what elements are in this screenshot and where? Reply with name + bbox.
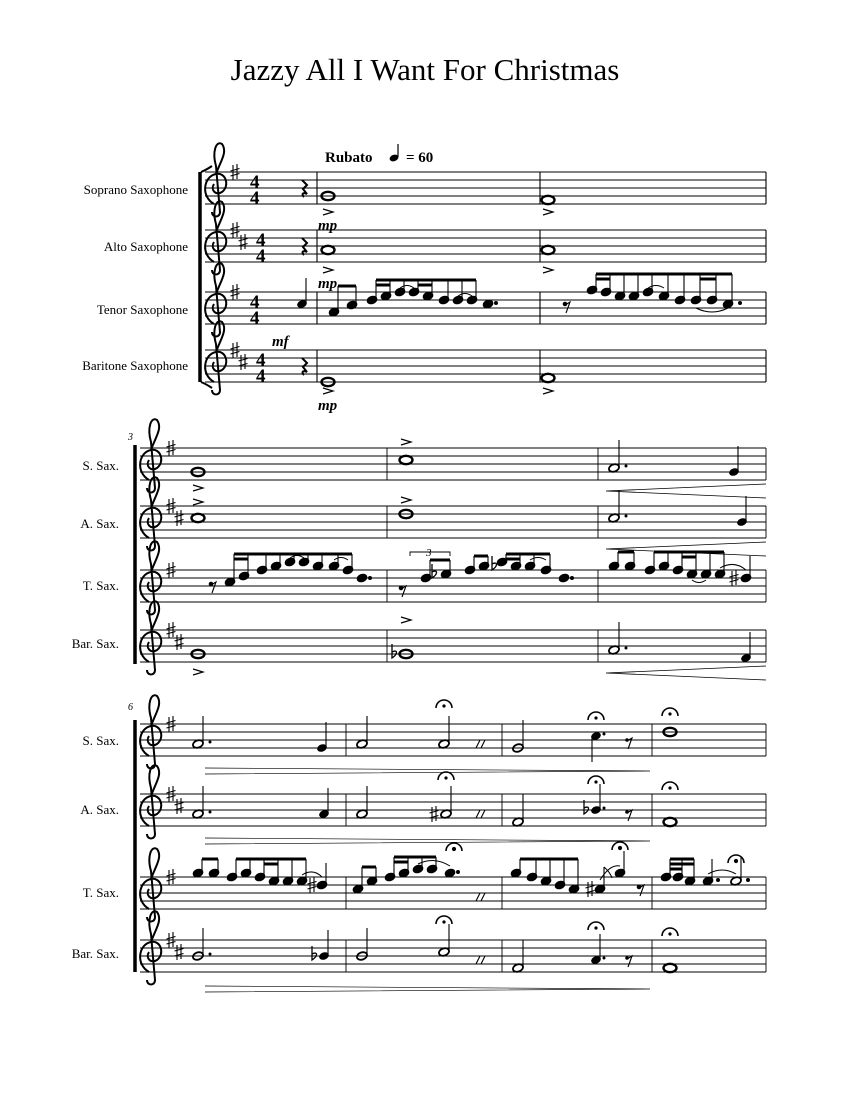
hairpin-crescendo <box>606 666 766 680</box>
accent-icon <box>323 388 333 394</box>
barlines <box>317 172 766 382</box>
fermata-icon <box>438 772 454 780</box>
staff-label-baritone: Baritone Saxophone <box>82 358 188 373</box>
tenor-melody-m5 <box>608 552 752 586</box>
staff-label-soprano: S. Sax. <box>82 458 119 473</box>
hairpin-decrescendo <box>205 986 650 992</box>
system-1 <box>82 143 766 414</box>
accent-icon <box>543 209 553 215</box>
fermata-icon <box>662 782 678 790</box>
system-3 <box>72 695 766 992</box>
note <box>322 246 335 254</box>
measure-number: 3 <box>128 432 133 443</box>
tenor-melody-m9 <box>660 855 749 886</box>
staff-baritone-1 <box>205 350 766 382</box>
staff-label-alto: Alto Saxophone <box>103 239 188 254</box>
accent-icon <box>193 499 203 505</box>
svg-text:4: 4 <box>256 246 266 267</box>
svg-text:4: 4 <box>250 172 260 193</box>
tenor-melody-m2 <box>563 274 741 313</box>
hairpin-crescendo <box>606 542 766 556</box>
note <box>542 374 555 382</box>
eighth-rest <box>625 810 632 821</box>
note <box>664 964 677 972</box>
tenor-melody-m7 <box>352 843 462 894</box>
tenor-melody-m3 <box>209 554 371 593</box>
staff-label-tenor: T. Sax. <box>82 578 119 593</box>
caesura-icon <box>476 740 485 964</box>
accent-icon <box>401 617 411 623</box>
sharp-icon <box>430 806 439 822</box>
quarter-rest <box>302 358 307 375</box>
fermata-icon <box>436 916 452 924</box>
accent-icon <box>323 267 333 273</box>
svg-text:4: 4 <box>256 350 266 371</box>
staff-soprano-1 <box>205 172 766 204</box>
tenor-melody-m4 <box>399 547 573 597</box>
tempo-marking: Rubato <box>325 150 373 166</box>
fermata-icon <box>588 776 604 784</box>
svg-text:4: 4 <box>250 292 260 313</box>
svg-text:4: 4 <box>250 188 260 209</box>
note <box>542 246 555 254</box>
sharp-icon <box>239 234 248 250</box>
quarter-rest <box>302 238 307 255</box>
staff-label-tenor: T. Sax. <box>82 885 119 900</box>
tempo-note-icon <box>389 144 400 163</box>
note <box>664 818 677 826</box>
fermata-icon <box>588 922 604 930</box>
tenor-melody-m1 <box>328 280 497 317</box>
note <box>192 514 205 522</box>
staff-label-alto: A. Sax. <box>80 516 119 531</box>
measure-number: 6 <box>128 702 133 713</box>
hairpin-crescendo <box>606 484 766 498</box>
sharp-icon <box>239 354 248 370</box>
staff-label-tenor: Tenor Saxophone <box>96 302 188 317</box>
svg-text:4: 4 <box>250 308 260 329</box>
svg-text:4: 4 <box>256 230 266 251</box>
staff-label-soprano: Soprano Saxophone <box>83 182 188 197</box>
note <box>542 196 555 204</box>
system-2 <box>72 419 766 680</box>
staff-label-baritone: Bar. Sax. <box>71 946 119 961</box>
accent-icon <box>543 267 553 273</box>
accent-icon <box>401 497 411 503</box>
dynamic-tenor: mf <box>272 334 289 350</box>
fermata-icon <box>436 700 452 708</box>
sharp-icon <box>175 798 184 814</box>
dynamic-soprano: mp <box>318 218 338 234</box>
staff-label-soprano: S. Sax. <box>82 733 119 748</box>
note <box>400 456 413 464</box>
accent-icon <box>323 209 333 215</box>
sharp-icon <box>175 510 184 526</box>
tenor-melody-m6 <box>192 859 328 893</box>
fermata-icon <box>662 928 678 936</box>
tuplet-number: 3 <box>426 547 432 559</box>
staff-alto-1 <box>205 230 766 262</box>
fermata-icon <box>662 708 678 716</box>
tenor-melody-m8 <box>510 842 644 897</box>
sharp-icon <box>175 634 184 650</box>
fermata-icon <box>588 712 604 720</box>
hairpin-decrescendo <box>205 838 650 844</box>
eighth-rest <box>625 738 632 749</box>
accent-icon <box>401 439 411 445</box>
quarter-rest <box>302 180 307 197</box>
staff-label-alto: A. Sax. <box>80 802 119 817</box>
accent-icon <box>193 485 203 491</box>
eighth-rest <box>625 956 632 967</box>
svg-text:4: 4 <box>256 366 266 387</box>
sharp-icon <box>175 944 184 960</box>
score-title: Jazzy All I Want For Christmas <box>230 52 620 87</box>
hairpin-decrescendo <box>205 768 650 774</box>
tempo-value: = 60 <box>406 150 434 166</box>
accent-icon <box>543 388 553 394</box>
dynamic-alto: mp <box>318 276 338 292</box>
accent-icon <box>193 669 203 675</box>
dynamic-baritone: mp <box>318 398 338 414</box>
staff-label-baritone: Bar. Sax. <box>71 636 119 651</box>
